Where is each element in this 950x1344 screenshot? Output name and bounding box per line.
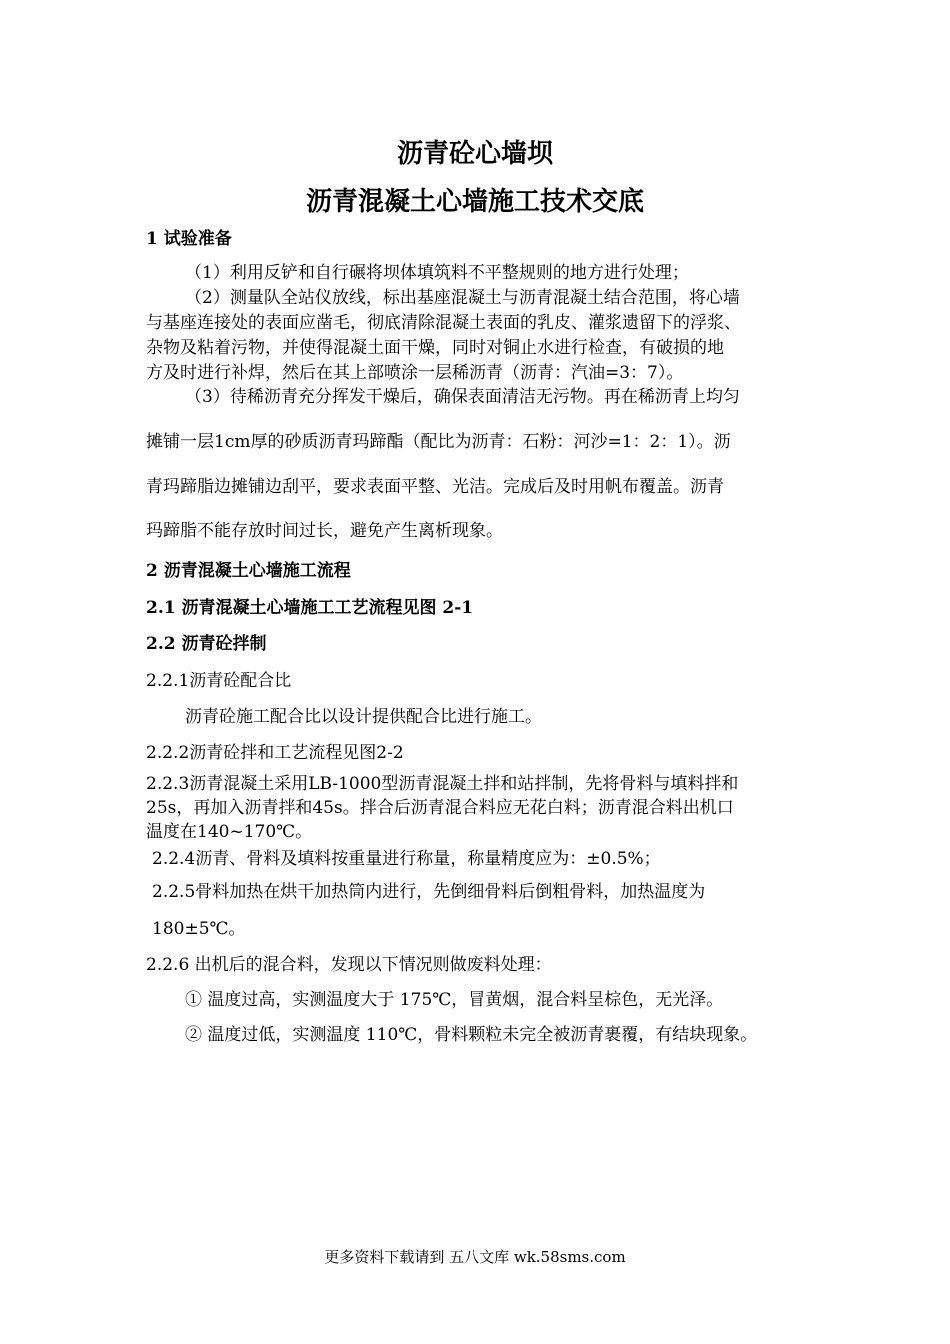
subsection-2-2-6: 2.2.6 出机后的混合料，发现以下情况则做废料处理：	[146, 955, 552, 975]
document-subtitle: 沥青混凝土心墙施工技术交底	[305, 187, 644, 217]
page-footer: 更多资料下载请到 五八文库 wk.58sms.com	[324, 1248, 626, 1266]
document-title: 沥青砼心墙坝	[396, 139, 553, 169]
paragraph-line: （1）利用反铲和自行碾将坝体填筑料不平整规则的地方进行处理；	[185, 263, 689, 283]
section-2-1-heading: 2.1 沥青混凝土心墙施工工艺流程见图 2-1	[146, 598, 474, 618]
paragraph-line: 沥青砼施工配合比以设计提供配合比进行施工。	[185, 707, 542, 727]
subsection-2-2-1: 2.2.1沥青砼配合比	[146, 671, 292, 691]
section-1-heading: 1 试验准备	[146, 229, 232, 249]
list-item: ② 温度过低，实测温度 110℃，骨料颗粒未完全被沥青裹覆，有结块现象。	[185, 1025, 758, 1045]
section-2-2-heading: 2.2 沥青砼拌制	[146, 634, 267, 654]
subsection-2-2-4: 2.2.4沥青、骨料及填料按重量进行称量，称量精度应为：±0.5%；	[152, 849, 661, 869]
paragraph-line: 摊铺一层1cm厚的砂质沥青玛蹄酯（配比为沥青：石粉：河沙=1：2：1）。沥	[146, 432, 731, 452]
paragraph-line: 玛蹄脂不能存放时间过长，避免产生离析现象。	[146, 521, 503, 541]
paragraph-line: 180±5℃。	[152, 919, 246, 939]
paragraph-line: 杂物及粘着污物，并使得混凝土面干燥，同时对铜止水进行检查，有破损的地	[146, 338, 724, 358]
paragraph-line: （3）待稀沥青充分挥发干燥后，确保表面清洁无污物。再在稀沥青上均匀	[185, 387, 740, 407]
list-item: ① 温度过高，实测温度大于 175℃，冒黄烟，混合料呈棕色，无光泽。	[185, 990, 724, 1010]
subsection-2-2-5: 2.2.5骨料加热在烘干加热筒内进行，先倒细骨料后倒粗骨料，加热温度为	[152, 882, 706, 902]
subsection-2-2-3: 2.2.3沥青混凝土采用LB-1000型沥青混凝土拌和站拌制，先将骨料与填料拌和	[146, 774, 739, 794]
paragraph-line: 青玛蹄脂边摊铺边刮平，要求表面平整、光洁。完成后及时用帆布覆盖。沥青	[146, 477, 724, 497]
section-2-heading: 2 沥青混凝土心墙施工流程	[146, 561, 351, 581]
paragraph-line: （2）测量队全站仪放线，标出基座混凝土与沥青混凝土结合范围，将心墙	[185, 288, 740, 308]
subsection-2-2-2: 2.2.2沥青砼拌和工艺流程见图2-2	[146, 743, 404, 763]
paragraph-line: 25s，再加入沥青拌和45s。拌合后沥青混合料应无花白料；沥青混合料出机口	[146, 798, 734, 818]
paragraph-line: 与基座连接处的表面应凿毛，彻底清除混凝土表面的乳皮、灌浆遗留下的浮浆、	[146, 313, 741, 333]
paragraph-line: 温度在140~170℃。	[146, 822, 313, 842]
paragraph-line: 方及时进行补焊，然后在其上部喷涂一层稀沥青（沥青：汽油=3：7）。	[146, 363, 684, 383]
